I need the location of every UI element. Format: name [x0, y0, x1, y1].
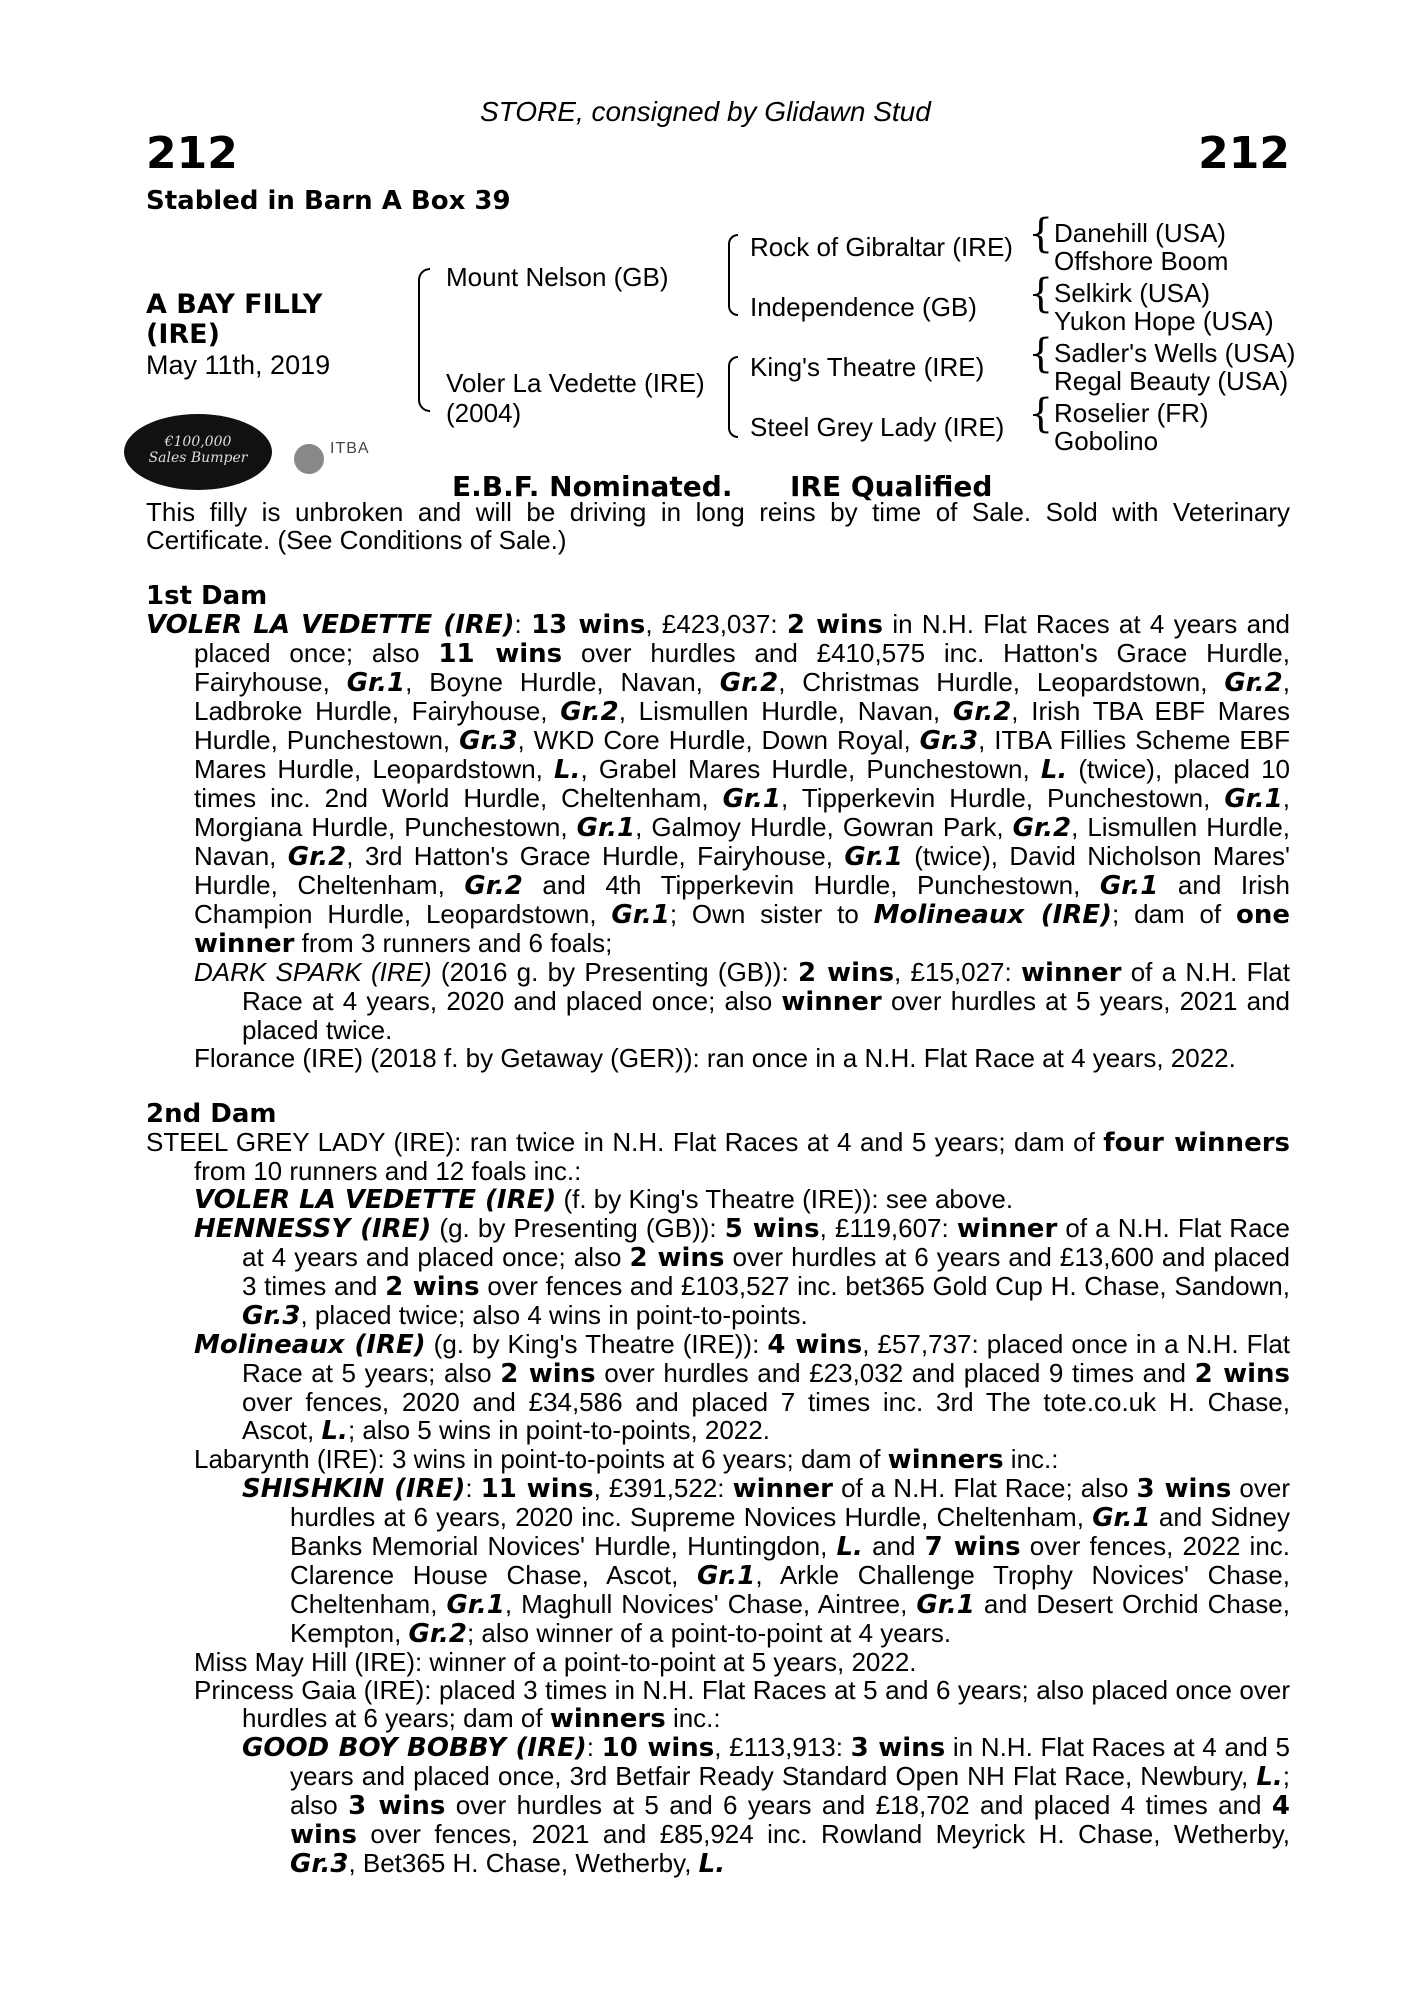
lot-number-left: 212 — [146, 128, 238, 179]
itba-logo-icon — [294, 444, 324, 474]
sales-bumper-amount: €100,000 — [164, 434, 232, 450]
pedigree-g4: Yukon Hope (USA) — [1054, 306, 1274, 336]
sales-bumper-label: Sales Bumper — [148, 450, 248, 466]
pedigree-g3: Selkirk (USA) — [1054, 278, 1211, 308]
sire-line-brace — [728, 234, 738, 316]
pedigree-g2: Offshore Boom — [1054, 246, 1229, 276]
produce-voler-la-vedette: VOLER LA VEDETTE (IRE) (f. by King's Theatre (IRE)): see above. — [194, 1184, 1014, 1215]
brace-1: { — [1028, 211, 1054, 257]
sire-dam-brace — [418, 268, 430, 412]
first-dam-entry: VOLER LA VEDETTE (IRE): 13 wins, £423,037: 2 wins in N.H. Flat Races at 4 years and placed once; also 11 wins over hurdles and £410,575 inc. Hatton's Grace Hurdle, Fairyhouse, Gr.1, Boyne Hurdle, Navan, Gr.2, Christmas Hurdle, Leopardstown, Gr.2, Ladbroke Hurdle, Fairyhouse, Gr.2, Lismullen Hurdle, Navan, Gr.2, Irish TBA EBF Mares Hurdle, Punchestown, Gr.3, WKD Core Hurdle, Down Royal, Gr.3, ITBA Fillies Scheme EBF Mares Hurdle, Leopardstown, L., Grabel Mares Hurdle, Punchestown, L. (twice), placed 10 times inc. 2nd World Hurdle, Cheltenham, Gr.1, Tipperkevin Hurdle, Punchestown, Gr.1, Morgiana Hurdle, Punchestown, Gr.1, Galmoy Hurdle, Gowran Park, Gr.2, Lismullen Hurdle, Navan, Gr.2, 3rd Hatton's Grace Hurdle, Fairyhouse, Gr.1 (twice), David Nicholson Mares' Hurdle, Cheltenham, Gr.2 and 4th Tipperkevin Hurdle, Punchestown, Gr.1 and Irish Champion Hurdle, Leopardstown, Gr.1; Own sister to Molineaux (IRE); dam of one winner from 3 runners and 6 foals; — [146, 609, 1291, 959]
brace-4: { — [1028, 391, 1054, 437]
produce-good-boy-bobby: GOOD BOY BOBBY (IRE): 10 wins, £113,913: 3 wins in N.H. Flat Races at 4 and 5 years and placed once, 3rd Betfair Ready Standard Open NH Flat Race, Newbury, L.; also 3 wins over hurdles at 5 and 6 years and £18,702 and placed 4 times and 4 wins over fences, 2021 and £85,924 inc. Rowland Meyrick H. Chase, Wetherby, Gr.3, Bet365 H. Chase, Wetherby, L. — [242, 1732, 1291, 1879]
brace-3: { — [1028, 331, 1054, 377]
pedigree-g7: Roselier (FR) — [1054, 398, 1209, 428]
stabled-location: Stabled in Barn A Box 39 — [146, 186, 511, 216]
pedigree-sire-dam: Independence (GB) — [750, 292, 977, 322]
itba-logo-text: ITBA — [330, 440, 370, 457]
catalogue-body — [146, 498, 1290, 1878]
produce-hennessy: HENNESSY (IRE) (g. by Presenting (GB)): 5 wins, £119,607: winner of a N.H. Flat Race at 4 years and placed once; also 2 wins over hurdles at 6 years and £13,600 and placed 3 times and 2 wins over fences and £103,527 inc. bet365 Gold Cup H. Chase, Sandown, Gr.3, placed twice; also 4 wins in point-to-points. — [194, 1213, 1290, 1331]
pedigree-dam: Voler La Vedette (IRE) — [446, 368, 705, 398]
pedigree-dam-dam: Steel Grey Lady (IRE) — [750, 412, 1005, 442]
pedigree-g6: Regal Beauty (USA) — [1054, 366, 1289, 396]
dam-line-brace — [728, 356, 738, 438]
pedigree-sire-sire: Rock of Gibraltar (IRE) — [750, 232, 1013, 262]
pedigree-sire: Mount Nelson (GB) — [446, 262, 669, 292]
sales-bumper-logo — [124, 414, 272, 490]
first-dam-heading: 1st Dam — [146, 581, 268, 611]
produce-princess-gaia: Princess Gaia (IRE): placed 3 times in N.H. Flat Races at 5 and 6 years; also placed once over hurdles at 6 years; dam of winners inc.: — [194, 1675, 1290, 1734]
lot-number-right: 212 — [1198, 128, 1290, 179]
produce-dark-spark: DARK SPARK (IRE) (2016 g. by Presenting (GB)): 2 wins, £15,027: winner of a N.H. Flat Race at 4 years, 2020 and placed once; also winner over hurdles at 5 years, 2021 and placed twice. — [194, 957, 1290, 1045]
ire-qualified: IRE Qualified — [790, 470, 993, 503]
produce-shishkin: SHISHKIN (IRE): 11 wins, £391,522: winner of a N.H. Flat Race; also 3 wins over hurdles at 6 years, 2020 inc. Supreme Novices Hurdle, Cheltenham, Gr.1 and Sidney Banks Memorial Novices' Hurdle, Huntingdon, L. and 7 wins over fences, 2022 inc. Clarence House Chase, Ascot, Gr.1, Arkle Challenge Trophy Novices' Chase, Cheltenham, Gr.1, Maghull Novices' Chase, Aintree, Gr.1 and Desert Orchid Chase, Kempton, Gr.2; also winner of a point-to-point at 4 years. — [242, 1473, 1291, 1649]
pedigree-dam-year: (2004) — [446, 398, 522, 428]
pedigree-g5: Sadler's Wells (USA) — [1054, 338, 1296, 368]
pedigree-g1: Danehill (USA) — [1054, 218, 1226, 248]
second-dam-heading: 2nd Dam — [146, 1099, 277, 1129]
foaling-date: May 11th, 2019 — [146, 350, 331, 380]
pedigree-g8: Gobolino — [1054, 426, 1159, 456]
intro-paragraph: This filly is unbroken and will be driving in long reins by time of Sale. Sold with Veterinary Certificate. (See Conditions of Sale.) — [146, 497, 1290, 555]
second-dam-entry: STEEL GREY LADY (IRE): ran twice in N.H. Flat Races at 4 and 5 years; dam of four winners from 10 runners and 12 foals inc.: — [146, 1127, 1290, 1186]
produce-florance: Florance (IRE) (2018 f. by Getaway (GER)): ran once in a N.H. Flat Race at 4 years, 2022. — [194, 1043, 1236, 1073]
ebf-nomination: E.B.F. Nominated. — [452, 470, 733, 503]
pedigree-dam-sire: King's Theatre (IRE) — [750, 352, 985, 382]
horse-name: A BAY FILLY (IRE) — [146, 289, 323, 350]
consignor-line: STORE, consigned by Glidawn Stud — [480, 96, 931, 127]
produce-labarynth: Labarynth (IRE): 3 wins in point-to-points at 6 years; dam of winners inc.: — [194, 1444, 1059, 1475]
produce-miss-may-hill: Miss May Hill (IRE): winner of a point-to-point at 5 years, 2022. — [194, 1647, 917, 1677]
brace-2: { — [1028, 271, 1054, 317]
produce-molineaux: Molineaux (IRE) (g. by King's Theatre (IRE)): 4 wins, £57,737: placed once in a N.H. Flat Race at 5 years; also 2 wins over hurdles and £23,032 and placed 9 times and 2 wins over fences, 2020 and £34,586 and placed 7 times inc. 3rd The tote.co.uk H. Chase, Ascot, L.; also 5 wins in point-to-points, 2022. — [194, 1329, 1291, 1446]
